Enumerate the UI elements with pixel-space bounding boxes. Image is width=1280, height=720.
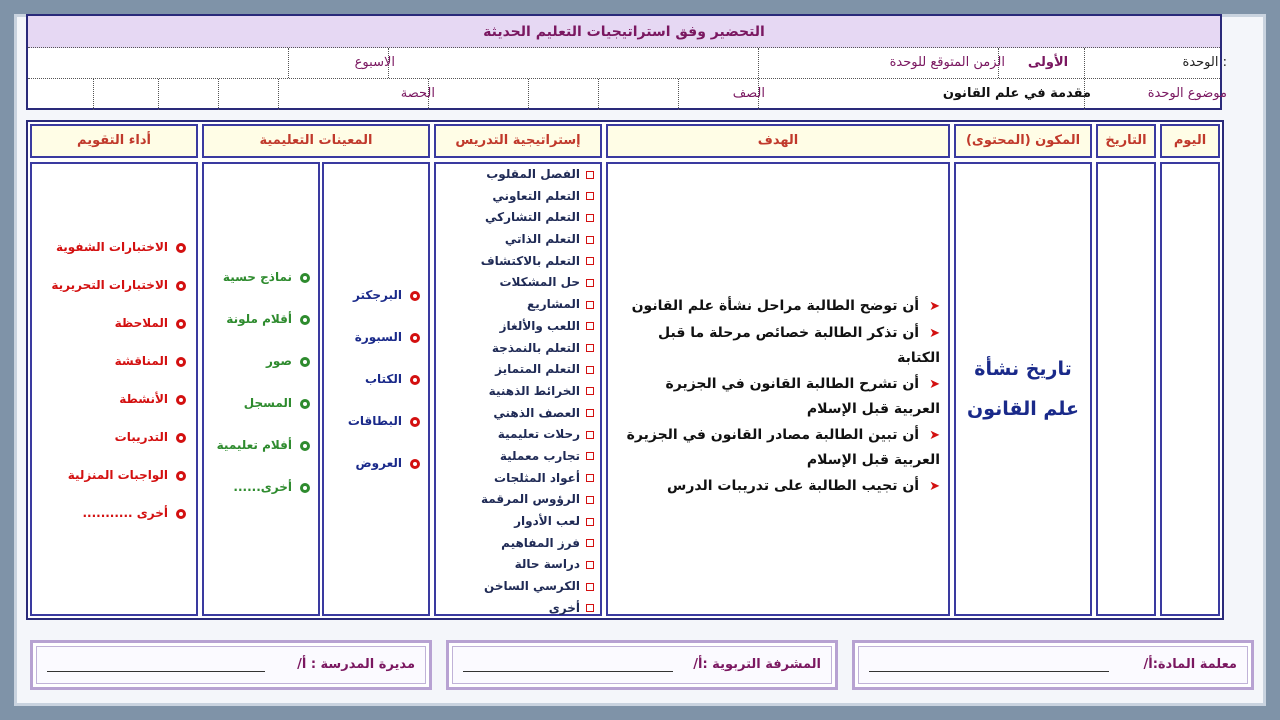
header-row-topic xyxy=(28,79,1227,110)
arrow-icon: ➤ xyxy=(929,377,940,392)
class-cell-3[interactable] xyxy=(428,79,541,110)
strategy-item[interactable]: الكرسي الساخن xyxy=(481,576,594,598)
radio-icon[interactable] xyxy=(410,291,420,301)
goals-cell xyxy=(606,162,950,616)
radio-icon[interactable] xyxy=(300,483,310,493)
header-row-unit xyxy=(28,48,1227,79)
column-header-strategy: إستراتيجية التدريس xyxy=(434,124,602,158)
radio-icon[interactable] xyxy=(410,375,420,385)
unit-value[interactable]: الأولى xyxy=(998,48,1097,78)
goal-item: ➤أن تشرح الطالبة القانون في الجزيرة العربية قبل الإسلام xyxy=(665,376,940,417)
aid-item[interactable]: أقلام ملونة xyxy=(217,312,310,354)
radio-icon[interactable] xyxy=(300,441,310,451)
strategy-item[interactable]: الفصل المقلوب xyxy=(481,164,594,186)
checkbox-icon[interactable] xyxy=(586,431,594,439)
radio-icon[interactable] xyxy=(410,417,420,427)
assessment-item[interactable]: أخرى ........... xyxy=(51,506,186,544)
expected-time-label: الزمن المتوقع للوحدة xyxy=(758,48,1011,78)
checkbox-icon[interactable] xyxy=(586,452,594,460)
signature-principal[interactable] xyxy=(30,640,432,690)
radio-icon[interactable] xyxy=(300,315,310,325)
arrow-icon: ➤ xyxy=(929,428,940,443)
aids-cell-a xyxy=(322,162,430,616)
content-cell xyxy=(954,162,1092,616)
column-header-date: التاريخ xyxy=(1096,124,1156,158)
arrow-icon: ➤ xyxy=(929,299,940,314)
radio-icon[interactable] xyxy=(176,433,186,443)
column-header-content: المكون (المحتوى) xyxy=(954,124,1092,158)
assessment-item[interactable]: الاختبارات الشفوية xyxy=(51,240,186,278)
header-table xyxy=(26,14,1227,110)
radio-icon[interactable] xyxy=(176,509,186,519)
radio-icon[interactable] xyxy=(176,319,186,329)
content-line: تاريخ نشأة xyxy=(974,358,1072,380)
column-header-day: اليوم xyxy=(1160,124,1220,158)
strategy-item[interactable]: العصف الذهني xyxy=(481,403,594,425)
radio-icon[interactable] xyxy=(300,399,310,409)
strategy-item[interactable]: التعلم بالاكتشاف xyxy=(481,251,594,273)
strategy-item[interactable]: التعلم الذاتي xyxy=(481,229,594,251)
page-title: التحضير وفق استراتيجيات التعليم الحديثة xyxy=(28,16,1220,48)
signature-line xyxy=(47,671,265,672)
strategy-item[interactable]: التعلم المتمايز xyxy=(481,359,594,381)
signature-label: المشرفة التربوية :أ/ xyxy=(693,657,821,672)
assessment-item[interactable]: المناقشة xyxy=(51,354,186,392)
column-goal xyxy=(604,122,952,618)
strategy-item[interactable]: أخرى xyxy=(481,598,594,620)
aid-item[interactable]: البرجكتر xyxy=(348,288,420,330)
aid-item[interactable]: المسجل xyxy=(217,396,310,438)
checkbox-icon[interactable] xyxy=(586,192,594,200)
day-cell[interactable] xyxy=(1160,162,1220,616)
assessment-item[interactable]: الواجبات المنزلية xyxy=(51,468,186,506)
signature-label: مديرة المدرسة : أ/ xyxy=(297,657,415,672)
goal-item: ➤أن تبين الطالبة مصادر القانون في الجزيرة العربية قبل الإسلام xyxy=(626,427,940,468)
strategy-cell xyxy=(434,162,602,616)
strategy-item[interactable]: فرز المفاهيم xyxy=(481,533,594,555)
period-label: الحصة xyxy=(278,79,441,110)
aid-item[interactable]: الكتاب xyxy=(348,372,420,414)
aids-cell-b xyxy=(202,162,320,616)
strategy-item[interactable]: التعلم بالنمذجة xyxy=(481,338,594,360)
week-label: الاسبوع xyxy=(288,48,401,78)
assessment-item[interactable]: الملاحظة xyxy=(51,316,186,354)
checkbox-icon[interactable] xyxy=(586,171,594,179)
period-cell-4[interactable] xyxy=(28,79,105,110)
column-strategy xyxy=(432,122,604,618)
goal-item: ➤أن تجيب الطالبة على تدريبات الدرس xyxy=(667,478,940,494)
class-cell-1[interactable] xyxy=(598,79,691,110)
strategy-item[interactable]: رحلات تعليمية xyxy=(481,424,594,446)
topic-value[interactable]: مقدمة في علم القانون xyxy=(758,79,1097,110)
column-date xyxy=(1094,122,1158,618)
column-day xyxy=(1158,122,1222,618)
signature-line xyxy=(869,671,1109,672)
column-content xyxy=(952,122,1094,618)
assessment-item[interactable]: الاختبارات التحريرية xyxy=(51,278,186,316)
strategy-item[interactable]: تجارب معملية xyxy=(481,446,594,468)
checkbox-icon[interactable] xyxy=(586,214,594,222)
assessment-item[interactable]: الأنشطة xyxy=(51,392,186,430)
checkbox-icon[interactable] xyxy=(586,583,594,591)
checkbox-icon[interactable] xyxy=(586,257,594,265)
assessment-cell xyxy=(30,162,198,616)
strategy-item[interactable]: التعلم التشاركي xyxy=(481,207,594,229)
strategy-item[interactable]: المشاريع xyxy=(481,294,594,316)
column-header-aids: المعينات التعليمية xyxy=(202,124,430,158)
checkbox-icon[interactable] xyxy=(586,279,594,287)
radio-icon[interactable] xyxy=(176,357,186,367)
aid-item[interactable]: نماذج حسية xyxy=(217,270,310,312)
radio-icon[interactable] xyxy=(176,243,186,253)
goal-item: ➤أن تذكر الطالبة خصائص مرحلة ما قبل الكتابة xyxy=(658,325,940,366)
aid-item[interactable]: أخرى...... xyxy=(217,480,310,522)
date-cell[interactable] xyxy=(1096,162,1156,616)
column-aids xyxy=(200,122,432,618)
radio-icon[interactable] xyxy=(176,395,186,405)
arrow-icon: ➤ xyxy=(929,326,940,341)
arrow-icon: ➤ xyxy=(929,479,940,494)
checkbox-icon[interactable] xyxy=(586,366,594,374)
strategy-item[interactable]: لعب الأدوار xyxy=(481,511,594,533)
checkbox-icon[interactable] xyxy=(586,561,594,569)
checkbox-icon[interactable] xyxy=(586,496,594,504)
radio-icon[interactable] xyxy=(176,281,186,291)
strategy-item[interactable]: التعلم التعاوني xyxy=(481,186,594,208)
checkbox-icon[interactable] xyxy=(586,539,594,547)
checkbox-icon[interactable] xyxy=(586,322,594,330)
strategy-item[interactable]: الخرائط الذهنية xyxy=(481,381,594,403)
checkbox-icon[interactable] xyxy=(586,301,594,309)
topic-label: موضوع الوحدة xyxy=(1084,79,1233,110)
radio-icon[interactable] xyxy=(300,273,310,283)
checkbox-icon[interactable] xyxy=(586,518,594,526)
content-line: علم القانون xyxy=(967,398,1079,420)
radio-icon[interactable] xyxy=(300,357,310,367)
strategy-item[interactable]: حل المشكلات xyxy=(481,272,594,294)
checkbox-icon[interactable] xyxy=(586,236,594,244)
radio-icon[interactable] xyxy=(176,471,186,481)
signature-supervisor[interactable] xyxy=(446,640,838,690)
aid-item[interactable]: العروض xyxy=(348,456,420,498)
checkbox-icon[interactable] xyxy=(586,344,594,352)
strategy-item[interactable]: أعواد المثلجات xyxy=(481,468,594,490)
signature-label: معلمة المادة:أ/ xyxy=(1143,657,1237,672)
signature-teacher[interactable] xyxy=(852,640,1254,690)
checkbox-icon[interactable] xyxy=(586,474,594,482)
aid-item[interactable]: أفلام تعليمية xyxy=(217,438,310,480)
class-label: الصف xyxy=(678,79,771,110)
aid-item[interactable]: السبورة xyxy=(348,330,420,372)
column-header-goal: الهدف xyxy=(606,124,950,158)
column-assessment xyxy=(28,122,200,618)
assessment-item[interactable]: التدريبات xyxy=(51,430,186,468)
aid-item[interactable]: البطاقات xyxy=(348,414,420,456)
checkbox-icon[interactable] xyxy=(586,387,594,395)
signature-line xyxy=(463,671,673,672)
strategy-item[interactable]: اللعب والألغاز xyxy=(481,316,594,338)
lesson-plan-table xyxy=(26,120,1224,620)
strategy-item[interactable]: الرؤوس المرقمة xyxy=(481,489,594,511)
radio-icon[interactable] xyxy=(410,333,420,343)
checkbox-icon[interactable] xyxy=(586,409,594,417)
column-header-assessment: أداء التقويم xyxy=(30,124,198,158)
aid-item[interactable]: صور xyxy=(217,354,310,396)
expected-time-value[interactable] xyxy=(388,48,771,78)
strategy-item[interactable]: دراسة حالة xyxy=(481,554,594,576)
week-value[interactable] xyxy=(28,48,300,78)
goal-item: ➤أن توضح الطالبة مراحل نشأة علم القانون xyxy=(631,298,940,314)
unit-label: الوحدة : xyxy=(1084,48,1233,78)
radio-icon[interactable] xyxy=(410,459,420,469)
checkbox-icon[interactable] xyxy=(586,604,594,612)
